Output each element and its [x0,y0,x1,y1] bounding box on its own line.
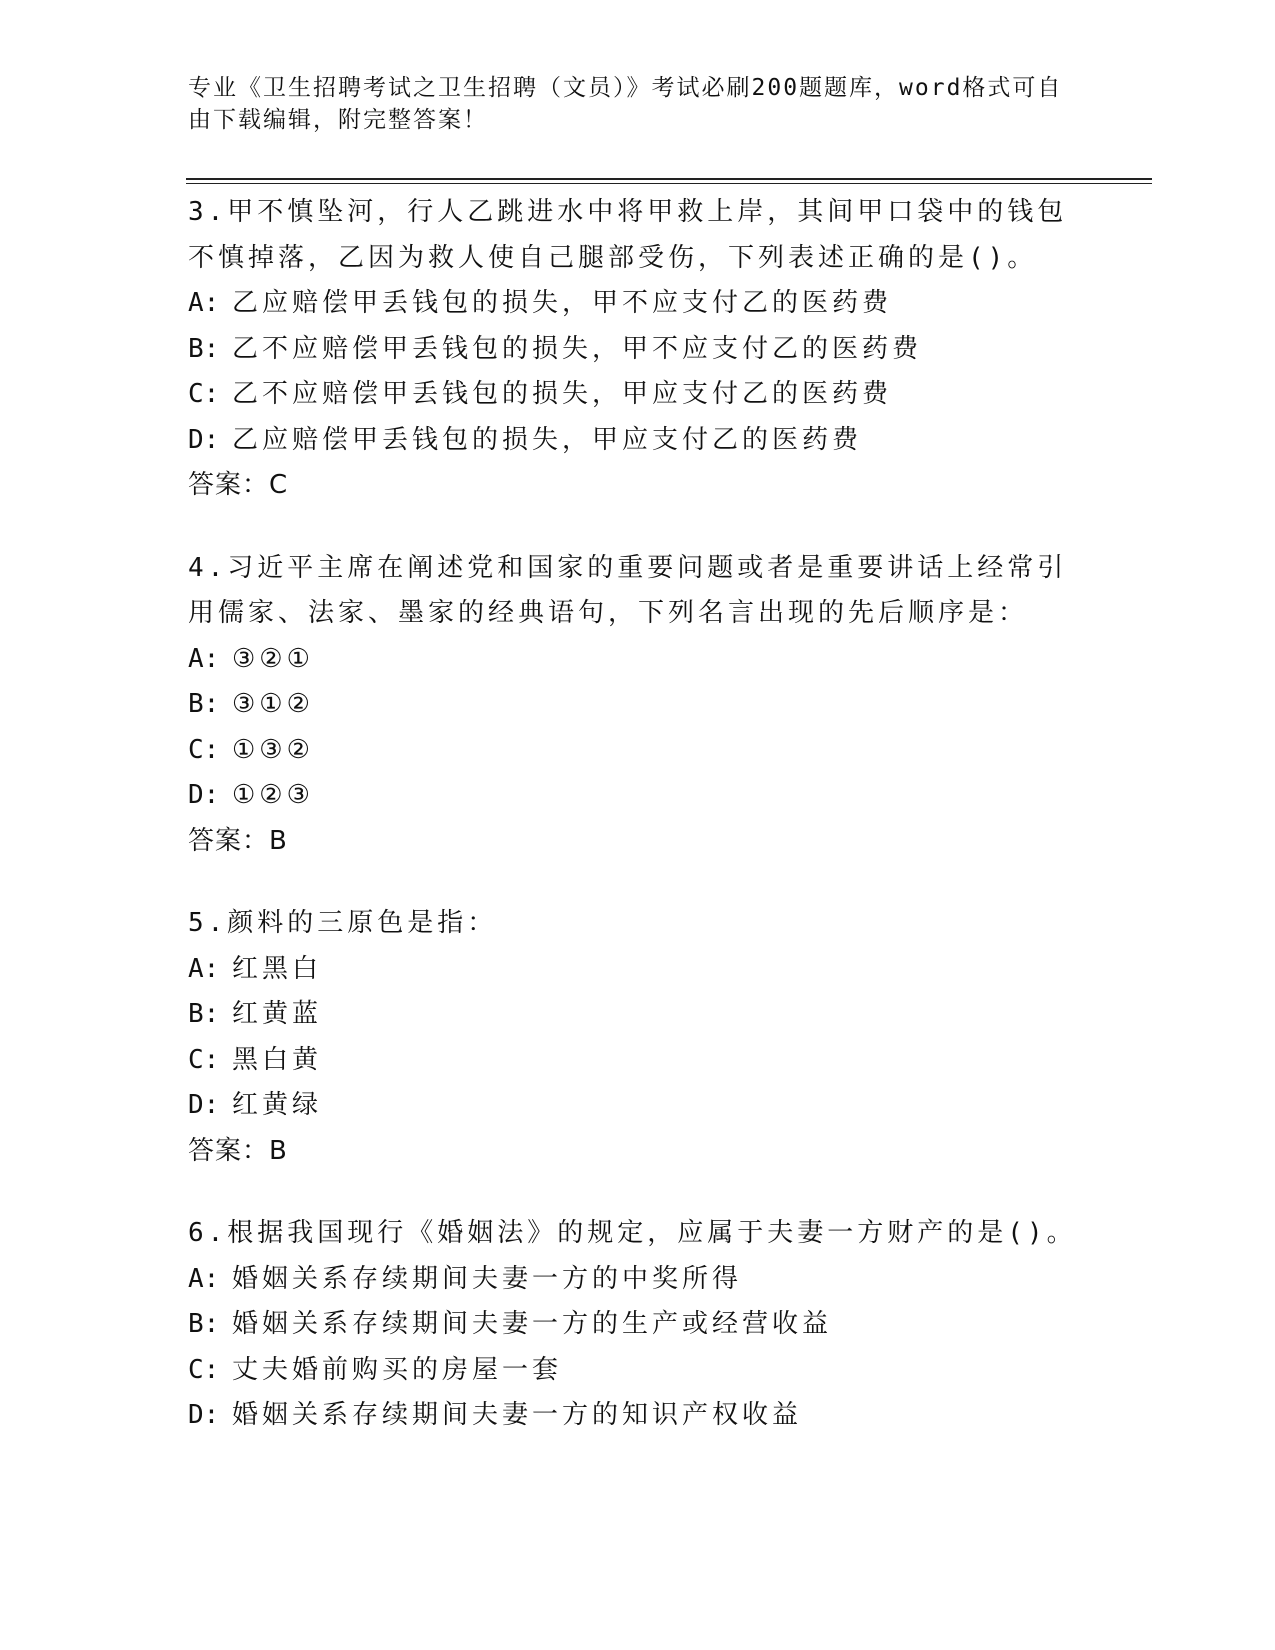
question-stem: 3.甲不慎坠河，行人乙跳进水中将甲救上岸，其间甲口袋中的钱包不慎掉落，乙因为救人使自己腿部受伤，下列表述正确的是()。 [188,197,1068,273]
option-text: 乙不应赔偿甲丢钱包的损失，甲应支付乙的医药费 [232,379,893,409]
option-b [188,1302,1088,1348]
option-key: D: [188,780,220,810]
option-text: 丈夫婚前购买的房屋一套 [232,1354,563,1385]
answer-line: 答案：B [188,1135,288,1166]
question-6 [188,1211,1088,1439]
option-c [188,728,1088,774]
option-text: ③②① [232,643,314,674]
option-key: C: [188,1044,220,1075]
option-key: A: [188,643,220,674]
option-key: A: [188,953,220,984]
question-4 [188,546,1088,865]
option-key: C: [188,379,220,409]
option-text: ①②③ [232,780,314,810]
option-key: B: [188,333,220,364]
option-text: 乙应赔偿甲丢钱包的损失，甲应支付乙的医药费 [232,424,863,455]
option-d [188,1083,1088,1129]
option-text: 红黄蓝 [232,999,323,1029]
option-a [188,637,1088,683]
option-text: 婚姻关系存续期间夫妻一方的中奖所得 [232,1263,743,1294]
option-key: A: [188,288,220,318]
question-3 [188,190,1088,509]
option-text: 红黄绿 [232,1090,323,1120]
option-text: ①③② [232,734,314,765]
option-key: D: [188,1400,220,1430]
option-text: 乙不应赔偿甲丢钱包的损失，甲不应支付乙的医药费 [232,333,923,364]
option-key: A: [188,1263,220,1294]
question-5 [188,901,1088,1174]
option-c [188,1348,1088,1394]
option-c [188,372,1088,418]
option-b [188,327,1088,373]
option-text: ③①② [232,689,314,719]
option-key: B: [188,1309,220,1339]
option-key: D: [188,1090,220,1120]
option-a [188,947,1088,993]
option-key: D: [188,424,220,455]
option-key: C: [188,734,220,765]
option-text: 婚姻关系存续期间夫妻一方的生产或经营收益 [232,1309,833,1339]
option-key: B: [188,999,220,1029]
option-text: 婚姻关系存续期间夫妻一方的知识产权收益 [232,1400,803,1430]
document-title: 专业《卫生招聘考试之卫生招聘（文员）》考试必刷200题题库，word格式可自由下载编辑，附完整答案！ [188,75,1063,133]
option-b [188,682,1088,728]
option-d [188,418,1088,464]
option-text: 乙应赔偿甲丢钱包的损失，甲不应支付乙的医药费 [232,288,893,318]
question-stem: 5.颜料的三原色是指： [188,908,498,938]
option-c [188,1038,1088,1084]
answer-line: 答案：B [188,825,288,856]
option-a [188,1257,1088,1303]
question-stem: 6.根据我国现行《婚姻法》的规定，应属于夫妻一方财产的是()。 [188,1218,1077,1248]
option-a [188,281,1088,327]
option-key: C: [188,1354,220,1385]
header-divider [186,178,1152,180]
answer-line: 答案：C [188,470,289,500]
question-list [188,190,1088,1476]
option-text: 黑白黄 [232,1044,323,1075]
option-key: B: [188,689,220,719]
question-stem: 4.习近平主席在阐述党和国家的重要问题或者是重要讲话上经常引用儒家、法家、墨家的经典语句，下列名言出现的先后顺序是： [188,552,1068,628]
option-b [188,992,1088,1038]
option-d [188,1393,1088,1439]
option-d [188,773,1088,819]
document-header [188,72,1068,136]
option-text: 红黑白 [232,953,323,984]
